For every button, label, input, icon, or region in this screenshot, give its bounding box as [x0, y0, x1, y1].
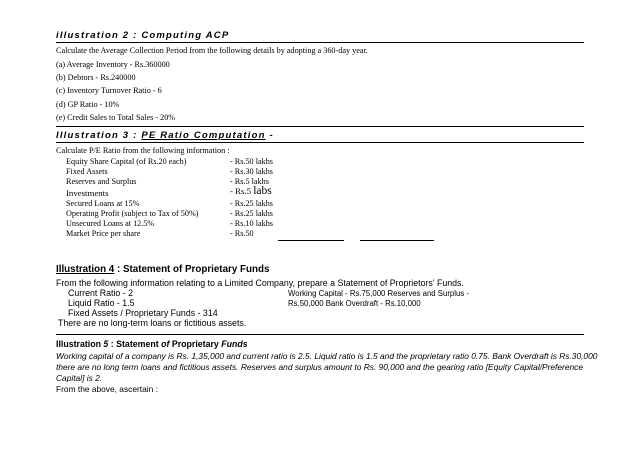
table-row-label: Fixed Assets: [66, 167, 108, 176]
table-row-label: Secured Loans at 15%: [66, 199, 140, 208]
paragraph-line: there are no long term loans and fictitious assets. Reserves and surplus amount to Rs. 90,000 and the gearing ratio [Equity Capital/Preference: [56, 362, 583, 372]
heading-title: : Statement of Proprietary Funds: [114, 264, 270, 275]
list-item: Rs.50,000 Bank Overdraft - Rs.10,000: [288, 299, 421, 308]
answer-line: [360, 240, 434, 241]
answer-line: [278, 240, 344, 241]
table-row-value: - Rs.5 lakhs: [230, 177, 269, 186]
value-prefix: - Rs.5: [230, 186, 254, 196]
table-row-value: - Rs.30 lakhs: [230, 167, 273, 176]
list-item: Current Ratio - 2: [68, 288, 134, 298]
table-row-value: - Rs.25 lakhs: [230, 209, 273, 218]
heading-of: of: [161, 339, 170, 349]
value-unit: labs: [253, 185, 272, 197]
illustration-4-note: There are no long-term loans or fictitious assets.: [58, 318, 247, 328]
illustration-4-heading: [56, 264, 269, 275]
illustration-2-intro: Calculate the Average Collection Period from the following details by adopting a 360-day year.: [56, 46, 368, 55]
list-item: (c) Inventory Turnover Ratio - 6: [56, 86, 162, 95]
heading-number: 4: [106, 264, 115, 275]
table-row-value: - Rs.50: [230, 229, 254, 238]
heading-funds: Funds: [221, 339, 248, 349]
table-row-label: Unsecured Loans at 12.5%: [66, 219, 155, 228]
list-item: Liquid Ratio - 1.5: [68, 298, 135, 308]
list-item: (d) GP Ratio - 10%: [56, 100, 120, 109]
list-item: (a) Average Inventory - Rs.360000: [56, 60, 170, 69]
illustration-4-intro: From the following information relating to a Limited Company, prepare a Statement of Proprietors' Funds.: [56, 278, 464, 288]
heading-prefix: Illustration: [56, 264, 107, 275]
illustration-3-heading: [56, 130, 274, 141]
list-item: Working Capital - Rs.75,000 Reserves and Surplus -: [288, 289, 469, 298]
illustration-3-intro: Calculate P/E Ratio from the following information :: [56, 146, 230, 155]
list-item: Fixed Assets / Proprietary Funds - 314: [68, 308, 218, 318]
table-row-value: - Rs.10 lakhs: [230, 219, 273, 228]
divider: [56, 126, 584, 127]
heading-number: 5: [100, 339, 109, 349]
divider: [56, 42, 584, 43]
table-row-label: Investments: [66, 188, 109, 198]
table-row-label: Market Price per share: [66, 229, 141, 238]
paragraph-line: From the above, ascertain :: [56, 384, 158, 394]
heading-mid: : Statement: [108, 339, 162, 349]
table-row-value: - Rs.50 lakhs: [230, 157, 273, 166]
divider: [56, 142, 584, 143]
list-item: (e) Credit Sales to Total Sales - 20%: [56, 113, 176, 122]
table-row-value: [230, 185, 272, 197]
heading-main: PE Ratio Computation: [141, 130, 266, 141]
heading-prefix: Illustration: [56, 339, 101, 349]
heading-prop: Proprietary: [169, 339, 222, 349]
list-item: (b) Debtors - Rs.240000: [56, 73, 136, 82]
table-row-label: Operating Profit (subject to Tax of 50%): [66, 209, 199, 218]
paragraph-line: Capital] is 2.: [56, 373, 103, 383]
divider: [56, 334, 584, 335]
illustration-5-heading: [56, 339, 248, 349]
table-row-label: Equity Share Capital (of Rs.20 each): [66, 157, 187, 166]
illustration-2-heading: illustration 2 : Computing ACP: [56, 30, 230, 41]
table-row-label: Reserves and Surplus: [66, 177, 137, 186]
paragraph-line: Working capital of a company is Rs. 1,35,000 and current ratio is 2.5. Liquid ratio is 1.5 and the proprietary ratio 0.75. Bank Overdraft is Rs.30,000: [56, 351, 598, 361]
heading-prefix: Illustration 3 :: [56, 130, 142, 141]
heading-suffix: -: [265, 130, 274, 141]
table-row-value: - Rs.25 lakhs: [230, 199, 273, 208]
